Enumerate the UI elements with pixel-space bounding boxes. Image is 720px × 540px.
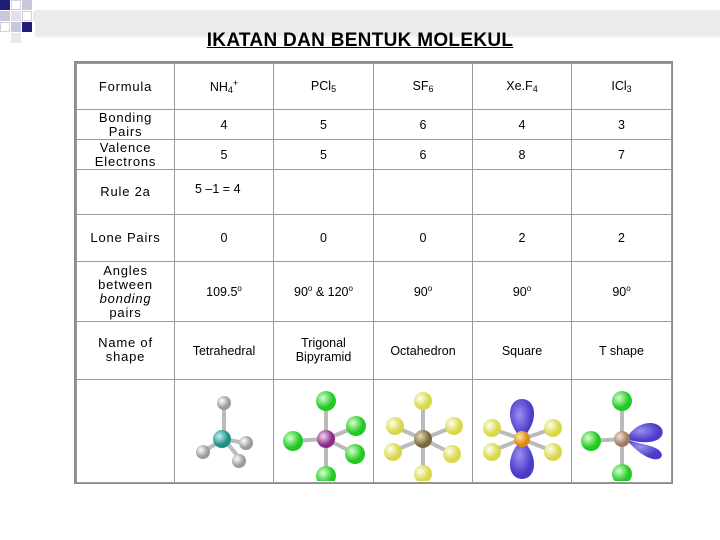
shape-name-cell: Square [473,322,572,380]
lone-pairs-cell: 0 [374,215,473,262]
empty-cell [77,380,175,483]
formula-cell: ICl$_3$ [572,64,672,110]
row-bonding-pairs [77,110,672,140]
corner-square-4 [22,0,32,10]
bonding-pairs-cell: 3 [572,110,672,140]
shape-name-cell: Trigonal Bipyramid [274,322,374,380]
angle-cell: 90$^o$ & 120$^o$ [274,262,374,322]
shape-name-cell: Tetrahedral [175,322,274,380]
pcl5-molecule-image [274,380,374,483]
angle-cell: 90$^o$ [473,262,572,322]
icl3-molecule-image [572,380,672,483]
row-header-rule-2a: Rule 2a [77,170,175,215]
row-header-bonding-pairs: Bonding Pairs [77,110,175,140]
xef4-molecule-image [473,380,572,483]
row-header-formula: Formula [77,64,175,110]
row-molecule-images [77,380,672,483]
page-title: IKATAN DAN BENTUK MOLEKUL [206,30,514,51]
lone-pairs-cell: 2 [473,215,572,262]
empty-cell [274,170,374,215]
corner-square-3 [0,11,10,21]
angle-cell: 109.5$^o$ [175,262,274,322]
empty-cell [374,170,473,215]
row-shape-name [77,322,672,380]
rule-2a-cell: 5 –1 = 4 [175,170,274,215]
empty-cell [473,170,572,215]
sf6-molecule-image [374,380,473,483]
shape-name-cell: Octahedron [374,322,473,380]
corner-square-2 [11,0,21,10]
row-lone-pairs [77,215,672,262]
shape-name-cell: T shape [572,322,672,380]
angle-cell: 90$^o$ [374,262,473,322]
lone-pairs-cell: 0 [175,215,274,262]
valence-cell: 5 [175,140,274,170]
bonding-pairs-cell: 5 [274,110,374,140]
molecule-table [74,61,673,484]
formula-cell: $Xe.F_4$ [473,64,572,110]
valence-cell: 7 [572,140,672,170]
row-header-shape-name: Name of shape [77,322,175,380]
bonding-pairs-cell: 4 [473,110,572,140]
corner-square-1 [0,0,10,10]
formula-cell: $NH_4^+$ [175,64,274,110]
row-valence-electrons [77,140,672,170]
lone-pairs-cell: 0 [274,215,374,262]
angle-cell: 90$^o$ [572,262,672,322]
row-header-valence-electrons: Valence Electrons [77,140,175,170]
row-angles [77,262,672,322]
formula-cell: PCl$_5$ [274,64,374,110]
bonding-pairs-cell: 4 [175,110,274,140]
nh4-molecule-image [175,380,274,483]
row-formula [77,64,672,110]
formula-cell: $SF_6$ [374,64,473,110]
row-header-lone-pairs: Lone Pairs [77,215,175,262]
empty-cell [572,170,672,215]
bonding-pairs-cell: 6 [374,110,473,140]
corner-square-9 [22,11,32,21]
valence-cell: 8 [473,140,572,170]
lone-pairs-cell: 2 [572,215,672,262]
valence-cell: 6 [374,140,473,170]
corner-square-5 [11,11,21,21]
valence-cell: 5 [274,140,374,170]
row-rule-2a [77,170,672,215]
row-header-angles: Angles between bonding pairs [77,262,175,322]
